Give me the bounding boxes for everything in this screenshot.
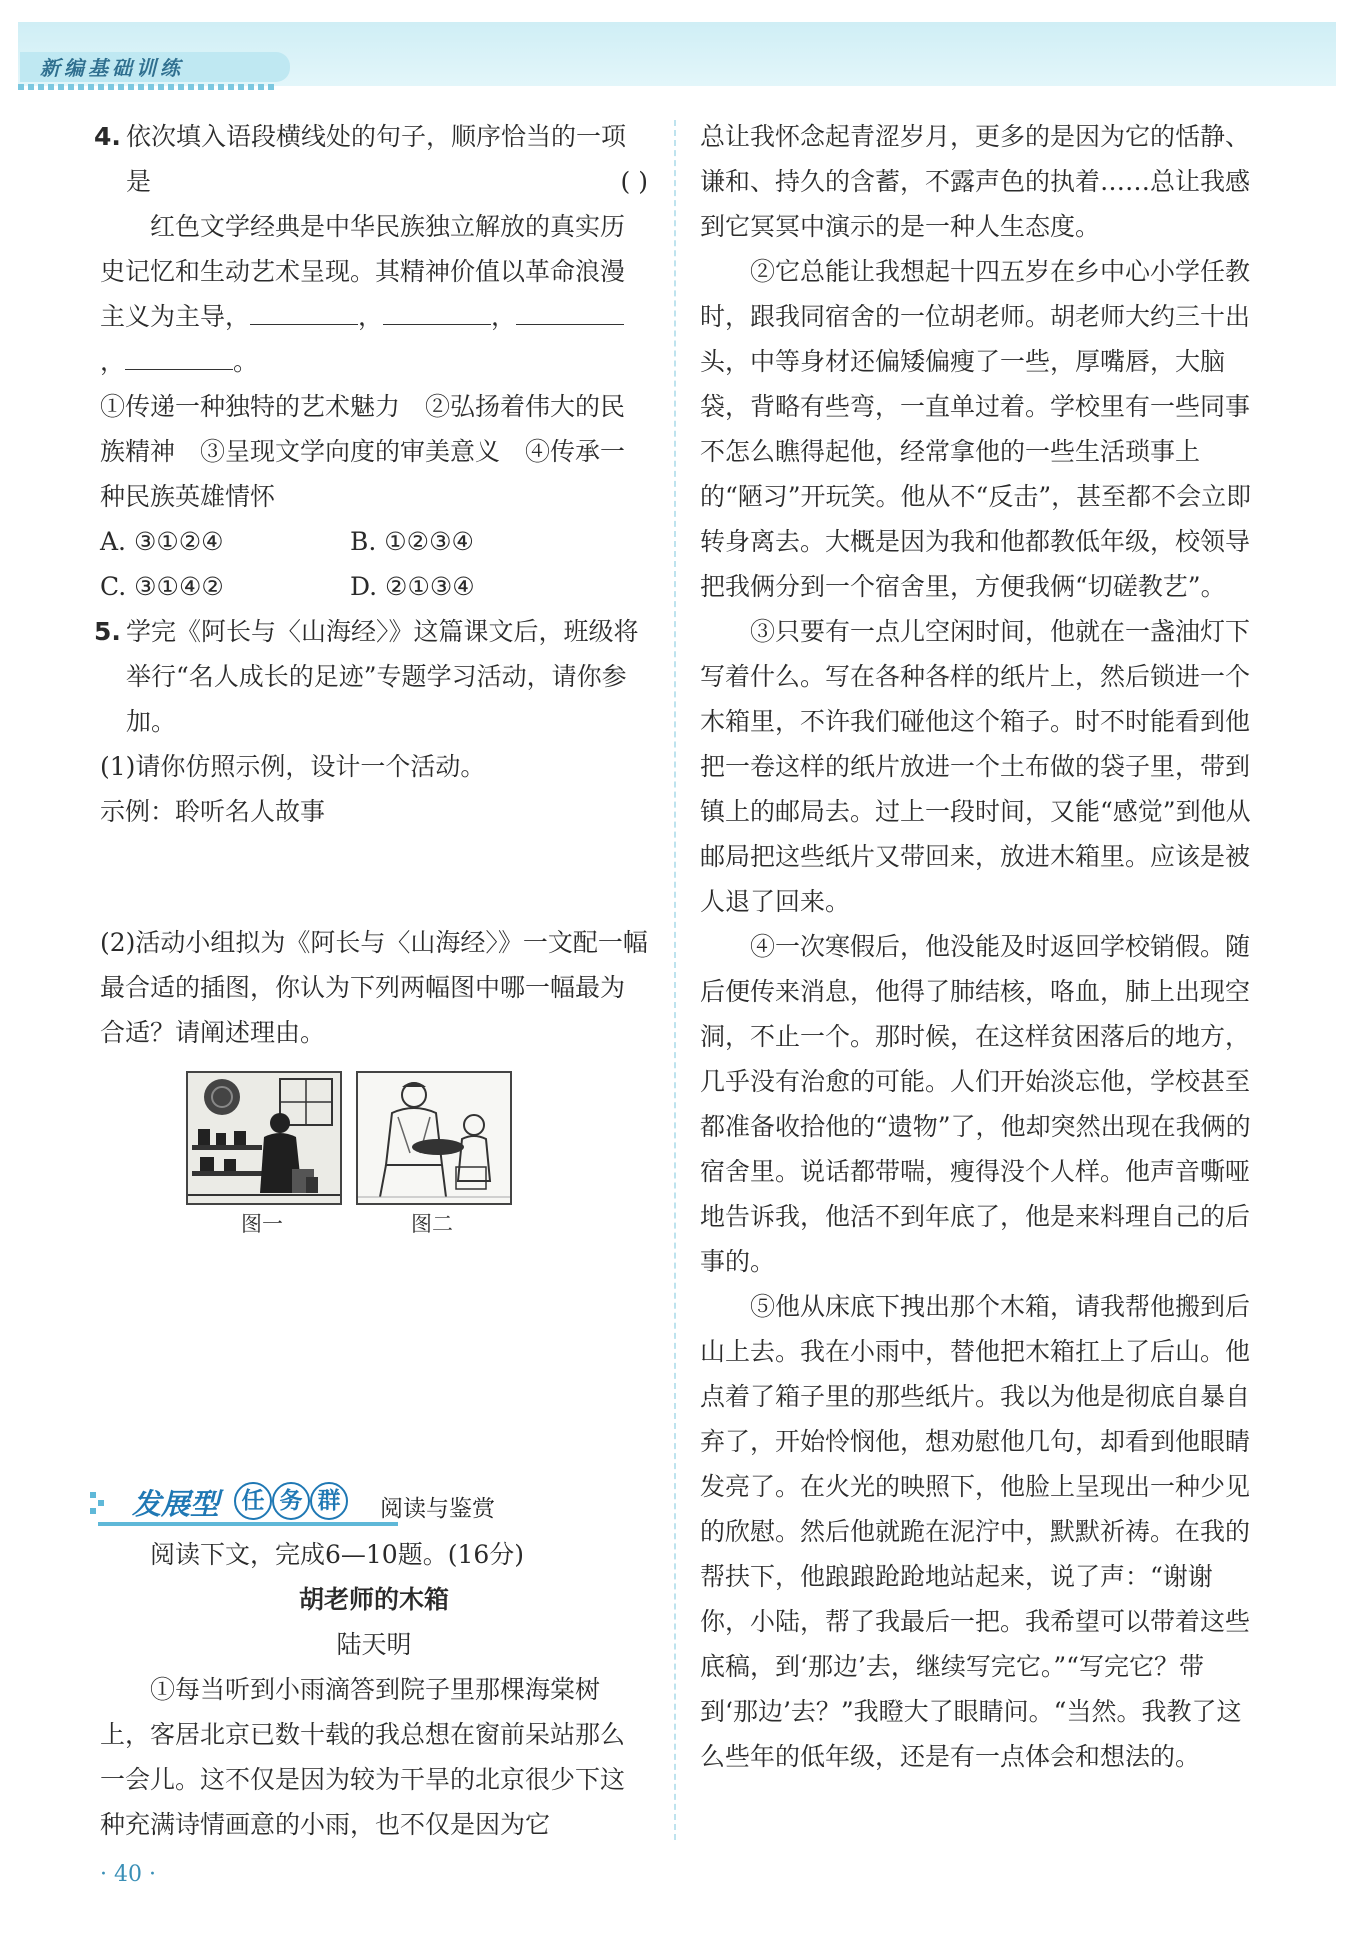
option-d[interactable]: D. ②①③④ <box>350 572 475 601</box>
paragraph-4: ④一次寒假后，他没能及时返回学校销假。随后便传来消息，他得了肺结核，咯血，肺上出现空洞，不止一个。那时候，在这样贫困落后的地方，几乎没有治愈的可能。人们开始淡忘他，学校甚至都准备收拾他的“遗物”了，他却突然出现在我俩的宿舍里。说话都带喘，瘦得没个人样。他声音嘶哑地告诉我，他活不到年底了，他是来料理自己的后事的。 <box>700 932 1251 1276</box>
section-title: 发展型 <box>132 1487 220 1521</box>
figures <box>186 1071 648 1239</box>
paragraph-1-continued: 总让我怀念起青涩岁月，更多的是因为它的恬静、谦和、持久的含蓄，不露声色的执着……总让我感到它冥冥中演示的是一种人生态度。 <box>700 122 1251 241</box>
section-deco-icon <box>88 1488 118 1518</box>
question-5-example: 示例：聆听名人故事 <box>100 797 326 826</box>
question-5-part-2: (2)活动小组拟为《阿长与〈山海经〉》一文配一幅最合适的插图，你认为下列两幅图中哪一幅最为合适？请阐述理由。 <box>100 928 648 1047</box>
question-5-stem: 学完《阿长与〈山海经〉》这篇课文后，班级将举行“名人成长的足迹”专题学习活动，请你参加。 <box>126 617 639 736</box>
column-divider <box>674 120 676 1840</box>
question-5 <box>94 609 648 744</box>
answer-paren: ( ) <box>620 167 648 196</box>
question-4-items: ①传递一种独特的艺术魅力 ②弘扬着伟大的民族精神 ③呈现文学向度的审美意义 ④传承一种民族英雄情怀 <box>100 392 626 511</box>
reading-block <box>100 1532 648 1847</box>
question-5-part-1: (1)请你仿照示例，设计一个活动。 <box>100 752 486 781</box>
question-5-number: 5. <box>94 617 121 646</box>
question-4-options <box>100 519 648 609</box>
blank-4[interactable] <box>125 341 233 370</box>
question-4-number: 4. <box>94 122 121 151</box>
right-column <box>700 114 1260 1779</box>
figure-2-caption: 图二 <box>411 1212 453 1236</box>
figure-1 <box>186 1071 338 1239</box>
sep-3: ， <box>100 347 126 376</box>
header-dots <box>18 84 278 90</box>
section-bubble-1: 任 <box>234 1482 272 1520</box>
question-4-stem-text: 依次填入语段横线处的句子，顺序恰当的一项是 <box>126 122 627 196</box>
question-4-passage <box>100 204 648 384</box>
header-title: 新编基础训练 <box>40 56 184 80</box>
section-bubble-3: 群 <box>310 1482 348 1520</box>
option-c[interactable]: C. ③①④② <box>100 572 224 601</box>
answer-space[interactable] <box>100 834 648 920</box>
sep-2: ， <box>491 302 517 331</box>
paragraph-3: ③只要有一点儿空闲时间，他就在一盏油灯下写着什么。写在各种各样的纸片上，然后锁进一个木箱里，不许我们碰他这个箱子。时不时能看到他把一卷这样的纸片放进一个土布做的袋子里，带到镇上的邮局去。过上一段时间，又能“感觉”到他从邮局把这些纸片又带回来，放进木箱里。应该是被人退了回来。 <box>700 617 1251 916</box>
option-b[interactable]: B. ①②③④ <box>350 527 474 556</box>
left-column <box>94 114 648 1239</box>
end-mark: 。 <box>233 347 259 376</box>
blank-1[interactable] <box>250 296 358 325</box>
option-a[interactable]: A. ③①②④ <box>100 527 224 556</box>
page-number: · 40 · <box>100 1862 156 1887</box>
paragraph-2: ②它总能让我想起十四五岁在乡中心小学任教时，跟我同宿舍的一位胡老师。胡老师大约三十出头，中等身材还偏矮偏瘦了一些，厚嘴唇，大脑袋，背略有些弯，一直单过着。学校里有一些同事不怎么瞧得起他，经常拿他的一些生活琐事上的“陋习”开玩笑。他从不“反击”，甚至都不会立即转身离去。大概是因为我和他都教低年级，校领导把我俩分到一个宿舍里，方便我俩“切磋教艺”。 <box>700 257 1252 601</box>
question-4-stem <box>100 114 648 204</box>
paragraph-5: ⑤他从床底下拽出那个木箱，请我帮他搬到后山上去。我在小雨中，替他把木箱扛上了后山。他点着了箱子里的那些纸片。我以为他是彻底自暴自弃了，开始怜悯他，想劝慰他几句，却看到他眼睛发亮了。在火光的映照下，他脸上呈现出一种少见的欣慰。然后他就跪在泥泞中，默默祈祷。在我的帮扶下，他踉踉跄跄地站起来，说了声：“谢谢你，小陆，帮了我最后一把。我希望可以带着这些底稿，到‘那边’去，继续写完它。”“写完它？带到‘那边’去？”我瞪大了眼睛问。“当然。我教了这么些年的低年级，还是有一点体会和想法的。 <box>700 1292 1251 1771</box>
section-underline <box>98 1522 398 1526</box>
figure-1-image <box>186 1071 342 1205</box>
section-bubble-2: 务 <box>272 1482 310 1520</box>
question-4-passage-text: 红色文学经典是中华民族独立解放的真实历史记忆和生动艺术呈现。其精神价值以革命浪漫主义为主导， <box>100 212 626 331</box>
section-subtitle: 阅读与鉴赏 <box>380 1496 495 1522</box>
reading-title: 胡老师的木箱 <box>298 1585 449 1614</box>
question-4 <box>94 114 648 204</box>
reading-author: 陆天明 <box>336 1630 412 1659</box>
section-banner <box>88 1482 648 1526</box>
sep-1: ， <box>358 302 384 331</box>
figure-2-image <box>356 1071 512 1205</box>
reading-instruction: 阅读下文，完成6—10题。(16分) <box>150 1540 525 1569</box>
blank-2[interactable] <box>383 296 491 325</box>
reading-paragraph-1: ①每当听到小雨滴答到院子里那棵海棠树上，客居北京已数十载的我总想在窗前呆站那么一会儿。这不仅是因为较为干旱的北京很少下这种充满诗情画意的小雨，也不仅是因为它 <box>100 1675 626 1839</box>
figure-1-caption: 图一 <box>241 1212 283 1236</box>
blank-3[interactable] <box>516 296 624 325</box>
figure-2 <box>356 1071 508 1239</box>
